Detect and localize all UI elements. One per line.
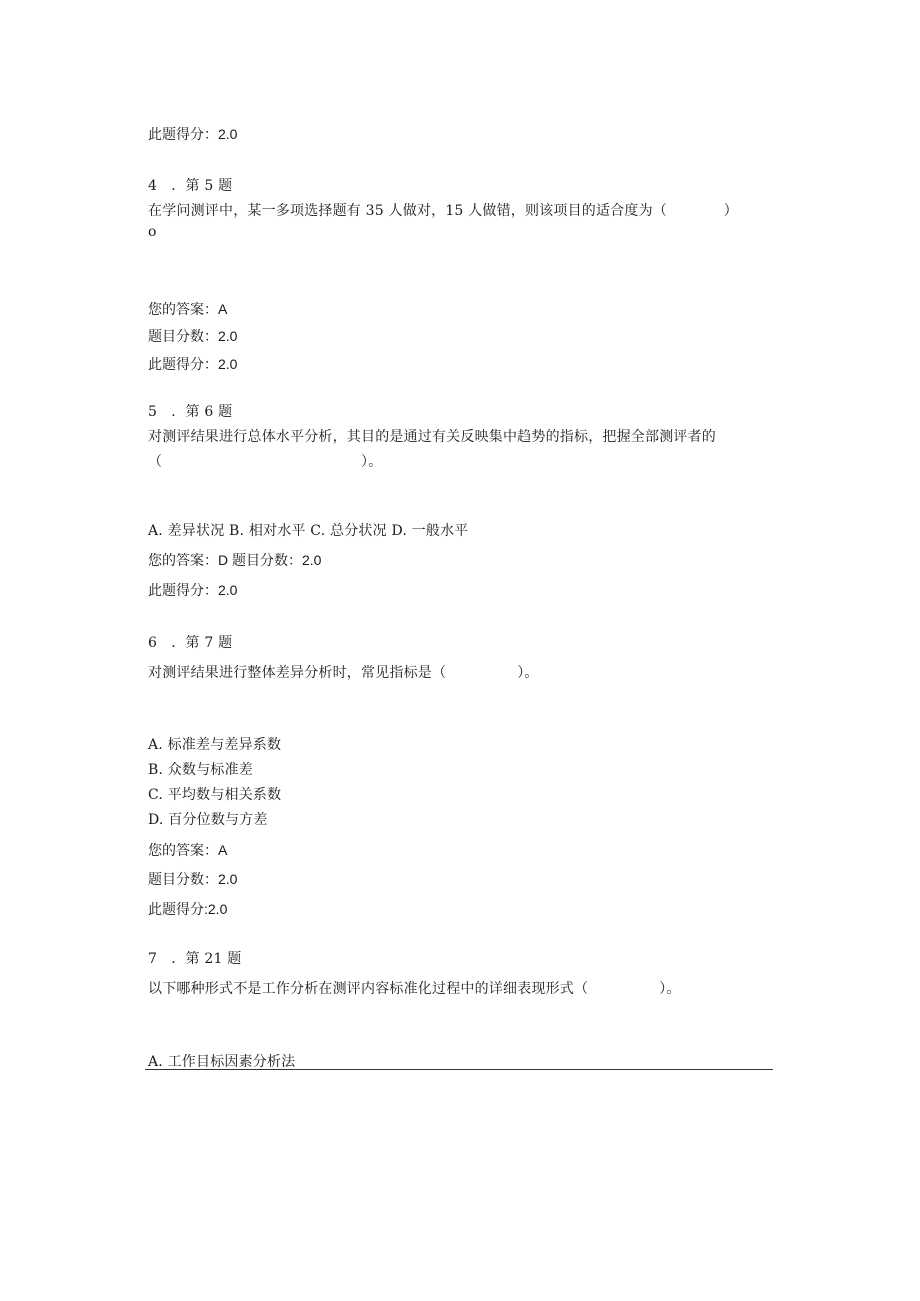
q7-question-text: 以下哪种形式不是工作分析在测评内容标准化过程中的详细表现形式（ ）。 [148,981,681,997]
q5-options: A. 差异状况 B. 相对水平 C. 总分状况 D. 一般水平 [148,523,469,539]
q5-title: 5 ．第 6 题 [148,404,233,420]
q6-option-c: C. 平均数与相关系数 [148,787,282,803]
q6-question-text: 对测评结果进行整体差异分析时，常见指标是（ ）。 [148,665,539,681]
q6-option-d: D. 百分位数与方差 [148,812,268,828]
q6-your-answer: 您的答案：A [148,842,228,858]
q6-option-b: B. 众数与标准差 [148,762,253,778]
q5-score: 此题得分：2.0 [148,582,238,598]
q4-score: 此题得分：2.0 [148,356,238,372]
q7-option-a: A. 工作目标因素分析法 [148,1054,296,1070]
q4-question-points: 题目分数：2.0 [148,328,238,344]
q5-question-tail: （ ）。 [148,454,383,470]
q4-question-text: 在学问测评中，某一多项选择题有 35 人做对，15 人做错，则该项目的适合度为（ ） [148,203,738,219]
q4-your-answer: 您的答案：A [148,301,228,317]
q3-score: 此题得分：2.0 [148,126,238,142]
q6-score: 此题得分:2.0 [148,901,228,917]
q6-question-points: 题目分数：2.0 [148,871,238,887]
q6-option-a: A. 标准差与差异系数 [148,737,282,753]
q6-title: 6 ．第 7 题 [148,635,233,651]
q5-question-text: 对测评结果进行总体水平分析，其目的是通过有关反映集中趋势的指标，把握全部测评者的 [148,429,716,445]
q4-title: 4 ．第 5 题 [148,178,233,194]
q4-question-tail: o [148,224,157,240]
horizontal-rule [145,1069,773,1070]
q5-answer-and-points: 您的答案：D 题目分数：2.0 [148,552,322,568]
q7-title: 7 ．第 21 题 [148,951,242,967]
